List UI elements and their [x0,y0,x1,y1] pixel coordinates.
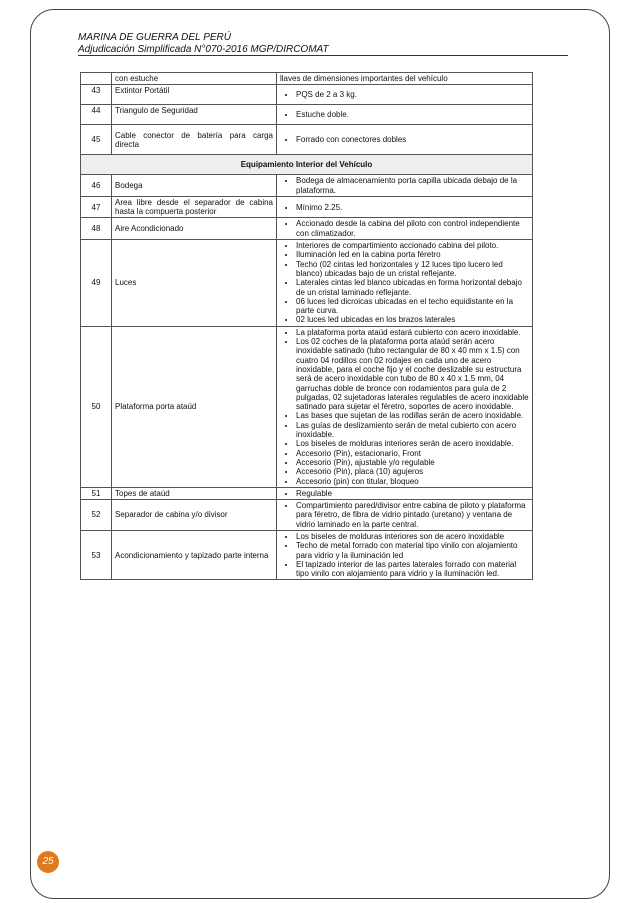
spec-bullet: • Mínimo 2.25. [296,203,529,212]
spec-bullet: • PQS de 2 a 3 kg. [296,90,529,99]
table-row [81,125,533,155]
item-name-cell: Aire Acondicionado [112,218,277,240]
header-procurement-ref: Adjudicación Simplificada N°070-2016 MGP/DIRCOMAT [78,44,329,55]
spec-bullet: • Bodega de almacenamiento porta capilla ubicada debajo de la plataforma. [296,176,529,195]
table-row [81,240,533,327]
page-number-badge: 25 [37,851,59,873]
spec-bullet: • Accesorio (Pin), estacionario, Front [296,449,529,458]
item-spec-cell [277,85,533,105]
item-name-cell: Bodega [112,175,277,197]
table-row [81,105,533,125]
specifications-table [80,72,533,580]
table-row [81,196,533,218]
spec-bullet: • Compartimiento pared/divisor entre cabina de piloto y plataforma para féretro, de fibra de vidrio pintado (uretano) y ventana de vidrio laminado en la parte central. [296,501,529,529]
item-name-cell: Luces [112,240,277,327]
item-spec-cell [277,487,533,499]
item-spec-cell [277,240,533,327]
spec-bullet: • El tapizado interior de las partes laterales forrado con material tipo vinilo con alojamiento para vidrio y la iluminación led. [296,560,529,579]
item-spec-cell [277,218,533,240]
spec-bullet: • Regulable [296,489,529,498]
spec-bullet: • Accesorio (Pin), ajustable y/o regulable [296,458,529,467]
spec-bullet: • Accionado desde la cabina del piloto con control independiente con climatizador. [296,219,529,238]
item-name-cell: con estuche [112,73,277,85]
spec-bullet: • La plataforma porta ataúd estará cubierto con acero inoxidable. [296,328,529,337]
spec-bullet: • Los 02 coches de la plataforma porta ataúd serán acero inoxidable satinado (tubo rectangular de 80 x 40 mm x 1.5) con cuatro 04 rodillos con 02 rodajes en cada uno de acero inoxidable, para el coche fijo y el coche deslizable su estructura será de acero inoxidable con tubo de 80 x 40 x 1.5 mm, 04 garruchas doble de bronce con rodamientos para guía de 2 pulgadas, 02 sujetadoras laterales regulables de acero inoxidable satinado para sujetar el féretro, soportes de acero inoxidable. [296,337,529,411]
spec-bullet: • Estuche doble. [296,110,529,119]
section-header-row [81,155,533,175]
item-number-cell: 44 [81,105,112,125]
item-name-cell: Topes de ataúd [112,487,277,499]
spec-bullet: • Accesorio (pin) con titular, bloqueo [296,477,529,486]
header-organization: MARINA DE GUERRA DEL PERÚ [78,32,231,43]
spec-bullet: • Las guías de deslizamiento serán de metal cubierto con acero inoxidable. [296,421,529,440]
item-name-cell: Cable conector de batería para carga directa [112,125,277,155]
spec-bullet: • Los biseles de molduras interiores serán de acero inoxidable. [296,439,529,448]
spec-bullet: • Techo (02 cintas led horizontales y 12 luces tipo lucero led blanco) ubicadas bajo de un cristal reflejante. [296,260,529,279]
item-number-cell: 50 [81,326,112,487]
item-spec-cell [277,175,533,197]
item-spec-cell [277,105,533,125]
spec-bullet: • Los biseles de molduras interiores son de acero inoxidable [296,532,529,541]
table-row [81,500,533,531]
item-name-cell: Plataforma porta ataúd [112,326,277,487]
item-spec-cell [277,530,533,579]
document-header [78,32,329,56]
table-row [81,73,533,85]
table-row [81,530,533,579]
item-number-cell: 53 [81,530,112,579]
item-number-cell: 52 [81,500,112,531]
spec-bullet: • Interiores de compartimiento accionado cabina del piloto. [296,241,529,250]
spec-bullet: • Iluminación led en la cabina porta féretro [296,250,529,259]
spec-bullet: • 02 luces led ubicadas en los brazos laterales [296,315,529,324]
spec-bullet: • Laterales cintas led blanco ubicadas en forma horizontal debajo de un cristal laminado reflejante. [296,278,529,297]
item-name-cell: Triangulo de Seguridad [112,105,277,125]
table-row [81,175,533,197]
item-spec-cell [277,500,533,531]
spec-bullet: • Techo de metal forrado con material tipo vinilo con alojamiento para vidrio y la iluminación led [296,541,529,560]
section-title: Equipamiento Interior del Vehículo [81,155,533,175]
item-number-cell: 43 [81,85,112,105]
item-number-cell: 48 [81,218,112,240]
item-name-cell: Separador de cabina y/o divisor [112,500,277,531]
item-spec-cell [277,125,533,155]
item-number-cell: 51 [81,487,112,499]
item-spec-cell [277,326,533,487]
table-row [81,218,533,240]
item-number-cell: 46 [81,175,112,197]
table-row [81,85,533,105]
table-row [81,326,533,487]
header-rule [78,55,568,56]
table-row [81,487,533,499]
spec-bullet: • 06 luces led dicroicas ubicadas en el techo equidistante en la parte curva. [296,297,529,316]
item-name-cell: Extintor Portátil [112,85,277,105]
item-number-cell: 45 [81,125,112,155]
item-number-cell: 47 [81,196,112,218]
item-name-cell: Acondicionamiento y tapizado parte interna [112,530,277,579]
spec-bullet: • Forrado con conectores dobles [296,135,529,144]
item-number-cell [81,73,112,85]
item-name-cell: Area libre desde el separador de cabina hasta la compuerta posterior [112,196,277,218]
item-spec-cell [277,196,533,218]
spec-bullet: • Accesorio (Pin), placa (10) agujeros [296,467,529,476]
spec-text: llaves de dimensiones importantes del vehículo [280,74,448,83]
spec-bullet: • Las bases que sujetan de las rodillas serán de acero inoxidable. [296,411,529,420]
item-number-cell: 49 [81,240,112,327]
item-spec-cell [277,73,533,85]
